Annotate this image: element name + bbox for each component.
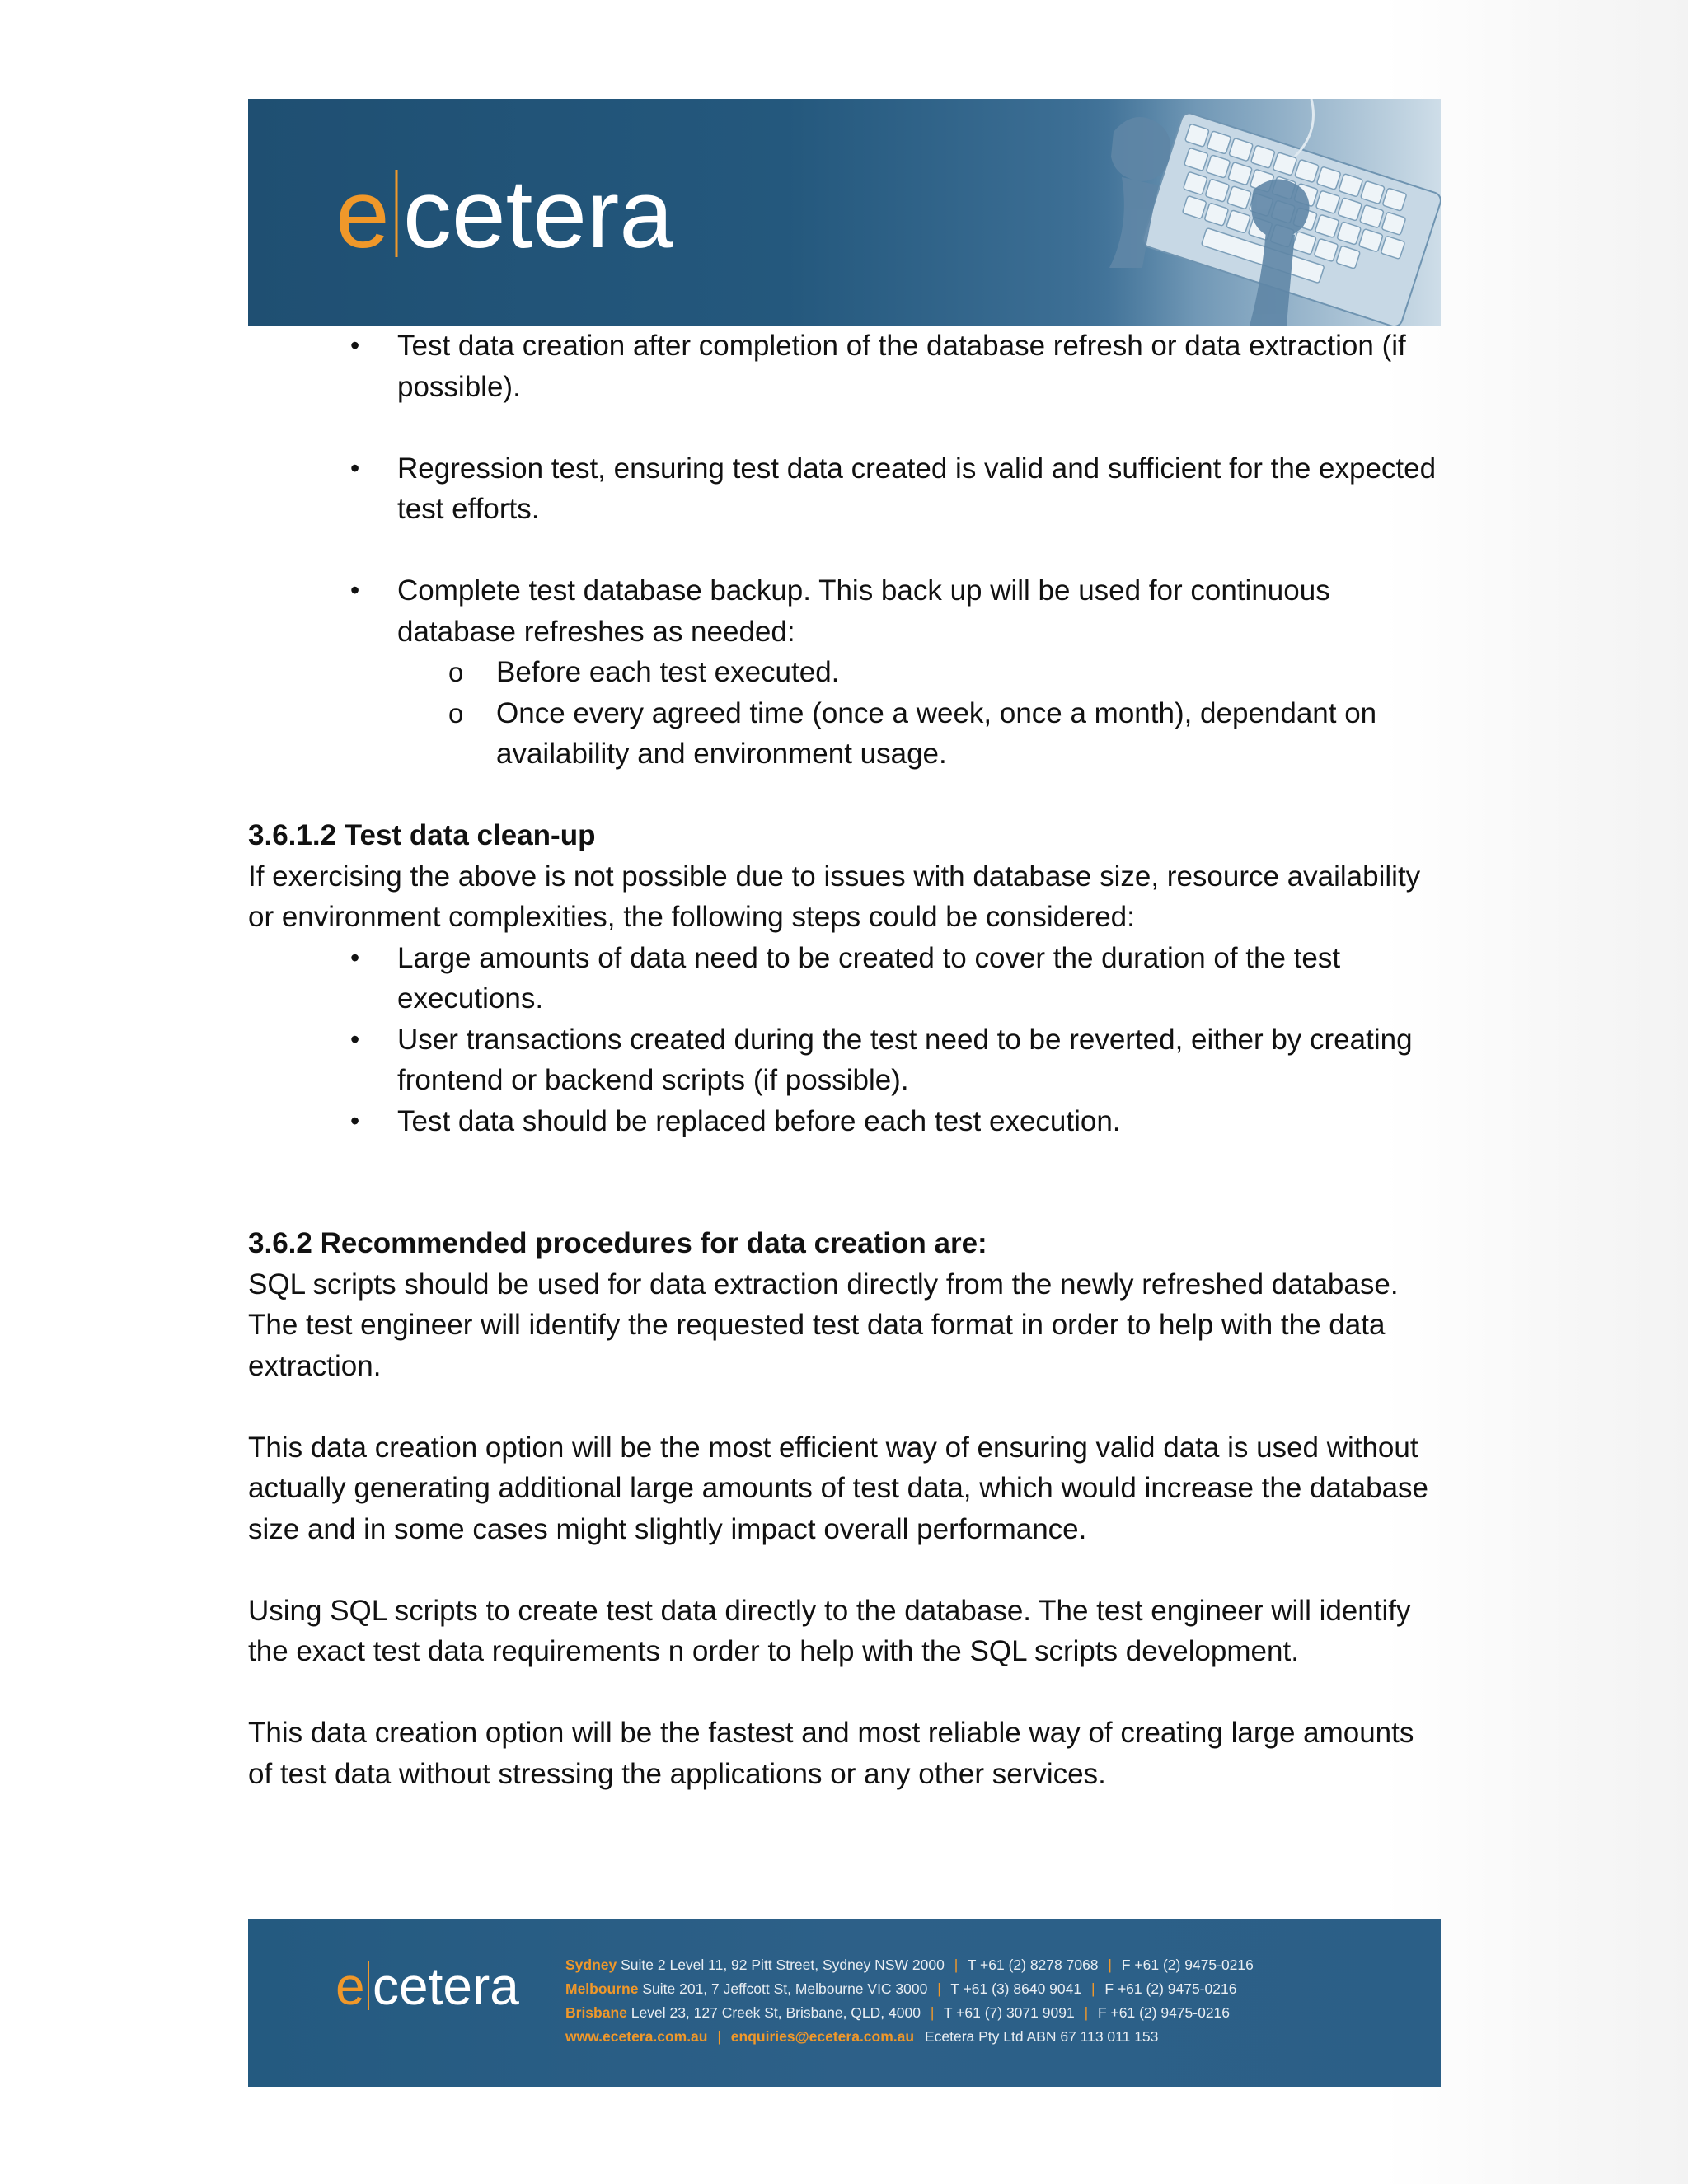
procedures-paragraph: Using SQL scripts to create test data directly to the database. The test engineer will identify the exact test data requirements n order to help with the SQL scripts development. bbox=[248, 1594, 1411, 1667]
website-link[interactable]: www.ecetera.com.au bbox=[565, 2028, 708, 2045]
procedures-paragraph: SQL scripts should be used for data extraction directly from the newly refreshed database. The test engineer will identify the requested test data format in order to help with the data extraction. bbox=[248, 1268, 1399, 1382]
list-item bbox=[248, 1019, 1443, 1101]
separator: | bbox=[930, 2004, 935, 2021]
footer-banner bbox=[248, 1919, 1441, 2087]
bullet-marker: • bbox=[350, 1105, 360, 1136]
separator: | bbox=[937, 1980, 941, 1997]
sub-bullet-text: Before each test executed. bbox=[496, 656, 840, 688]
sub-list-item bbox=[248, 652, 1443, 693]
list-item bbox=[248, 1101, 1443, 1142]
sub-bullet-text: Once every agreed time (once a week, once a month), dependant on availability and environment usage. bbox=[496, 696, 1377, 770]
city-label: Brisbane bbox=[565, 2004, 627, 2021]
section-heading-procedures: 3.6.2 Recommended procedures for data creation are: bbox=[248, 1227, 987, 1259]
address-text: Level 23, 127 Creek St, Brisbane, QLD, 4000 bbox=[631, 2004, 921, 2021]
logo-e: e bbox=[335, 160, 390, 269]
separator: | bbox=[1108, 1957, 1112, 1973]
procedures-paragraph: This data creation option will be the most efficient way of ensuring valid data is used without actually generating additional large amounts of test data, which would increase the database size and in some cases might slightly impact overall performance. bbox=[248, 1431, 1429, 1545]
fax-text: F +61 (2) 9475-0216 bbox=[1097, 2004, 1231, 2021]
list-item bbox=[248, 938, 1443, 1019]
bullet-text: Regression test, ensuring test data created is valid and sufficient for the expected test efforts. bbox=[397, 452, 1437, 525]
bullet-text: Complete test database backup. This back up will be used for continuous database refreshes as needed: bbox=[397, 574, 1330, 648]
bullet-marker: • bbox=[350, 575, 360, 605]
separator: | bbox=[717, 2028, 721, 2045]
footer-line-brisbane bbox=[565, 2001, 1254, 2025]
city-label: Melbourne bbox=[565, 1980, 639, 1997]
email-link[interactable]: enquiries@ecetera.com.au bbox=[730, 2028, 915, 2045]
bullet-text: User transactions created during the test need to be reverted, either by creating frontend or backend scripts (if possible). bbox=[397, 1023, 1413, 1096]
phone-text: T +61 (2) 8278 7068 bbox=[967, 1957, 1099, 1973]
bullet-marker: • bbox=[350, 330, 360, 360]
ecetera-footer-logo bbox=[335, 1952, 542, 2018]
bullet-text: Large amounts of data need to be created to cover the duration of the test executions. bbox=[397, 941, 1341, 1015]
header-banner bbox=[248, 99, 1441, 326]
list-item bbox=[248, 448, 1443, 530]
sub-bullet-marker: o bbox=[448, 697, 464, 729]
cleanup-intro: If exercising the above is not possible due to issues with database size, resource availability or environment complexities, the following steps could be considered: bbox=[248, 860, 1421, 933]
city-label: Sydney bbox=[565, 1957, 617, 1973]
phone-text: T +61 (3) 8640 9041 bbox=[950, 1980, 1082, 1997]
fax-text: F +61 (2) 9475-0216 bbox=[1104, 1980, 1237, 1997]
address-text: Suite 2 Level 11, 92 Pitt Street, Sydney NSW 2000 bbox=[621, 1957, 945, 1973]
bullet-marker: • bbox=[350, 1024, 360, 1054]
footer-line-melbourne bbox=[565, 1977, 1254, 2001]
footer-contact-block bbox=[565, 1953, 1254, 2049]
section-heading-cleanup: 3.6.1.2 Test data clean-up bbox=[248, 819, 596, 851]
footer-logo-e: e bbox=[335, 1957, 365, 2016]
address-text: Suite 201, 7 Jeffcott St, Melbourne VIC 3000 bbox=[642, 1980, 928, 1997]
separator: | bbox=[954, 1957, 959, 1973]
sub-bullet-marker: o bbox=[448, 657, 464, 687]
fax-text: F +61 (2) 9475-0216 bbox=[1121, 1957, 1254, 1973]
procedures-paragraph: This data creation option will be the fastest and most reliable way of creating large amounts of test data without stressing the applications or any other services. bbox=[248, 1717, 1414, 1790]
ecetera-logo bbox=[335, 155, 715, 270]
list-item bbox=[248, 570, 1443, 652]
sub-list-item bbox=[248, 693, 1443, 775]
bullet-text: Test data creation after completion of the database refresh or data extraction (if possible). bbox=[397, 330, 1406, 403]
footer-line-web bbox=[565, 2025, 1254, 2049]
bullet-text: Test data should be replaced before each test execution. bbox=[397, 1104, 1121, 1137]
list-item bbox=[248, 326, 1443, 407]
separator: | bbox=[1090, 1980, 1095, 1997]
phone-text: T +61 (7) 3071 9091 bbox=[943, 2004, 1075, 2021]
footer-logo-cetera: cetera bbox=[373, 1957, 519, 2016]
keyboard-photo bbox=[1064, 99, 1441, 326]
separator: | bbox=[1084, 2004, 1089, 2021]
footer-line-sydney bbox=[565, 1953, 1254, 1977]
bullet-marker: • bbox=[350, 452, 360, 483]
document-body bbox=[248, 326, 1443, 1794]
bullet-marker: • bbox=[350, 942, 360, 972]
company-text: Ecetera Pty Ltd ABN 67 113 011 153 bbox=[924, 2028, 1159, 2045]
logo-cetera: cetera bbox=[403, 160, 673, 269]
